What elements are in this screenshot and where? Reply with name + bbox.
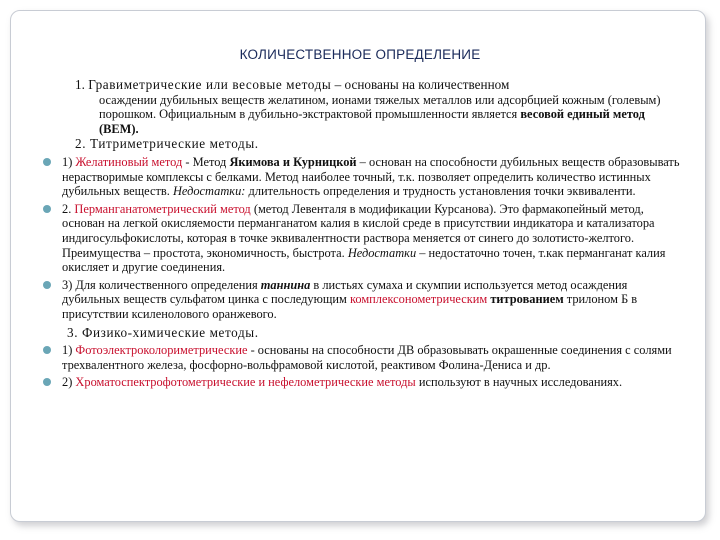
list-item-permanganate <box>62 202 684 275</box>
item-red-term: комплексонометрическим <box>349 292 488 307</box>
item-text: - Метод <box>182 154 230 169</box>
item-prefix: 1) <box>62 154 76 169</box>
section-3-title: 3. Физико-химические методы. <box>67 324 259 340</box>
item-bold-italic: таннина <box>260 277 311 292</box>
bullet-icon <box>43 205 51 213</box>
item-red-term: Хроматоспектрофотометрические и нефелометрические методы <box>75 375 416 390</box>
item-red-term: Желатиновый метод <box>75 154 183 169</box>
slide-title: КОЛИЧЕСТВЕННОЕ ОПРЕДЕЛЕНИЕ <box>239 47 481 62</box>
item-text: – основан на способности дубильных веществ образовывать нерастворимые комплексы с белками. Метод наиболее точный, т.к. позволяет определить количество истинных дубильных веществ. <box>62 154 680 199</box>
section-1-number: 1. <box>75 77 85 92</box>
section-gravimetric <box>62 78 684 136</box>
item-prefix: 2. <box>62 201 75 216</box>
section-1-text: – основаны на количественном <box>331 77 510 92</box>
section-2-title: 2. Титриметрические методы. <box>75 136 259 152</box>
section-1-body-text: осаждении дубильных веществ желатином, ионами тяжелых металлов или адсорбцией кожным (голевым) порошком. Официальным в дубильно-экстрактовой промышленности является <box>99 92 661 122</box>
item-text: длительность определения и трудность установления точки эквиваленти. <box>245 184 636 199</box>
section-1-body-bold: весовой единый метод (ВЕМ). <box>99 107 645 136</box>
item-text: в листьях сумаха и скумпии используется метод осаждения дубильных веществ сульфатом цинка с последующим <box>62 277 628 307</box>
item-prefix: 2) <box>62 375 76 390</box>
slide-content <box>62 78 684 390</box>
item-text: - основаны на способности ДВ образовывать окрашенные соединения с солями трехвалентного железа, фосфорно-вольфрамовой кислотой, реактивом Фолина-Дениса и др. <box>62 343 672 372</box>
bullet-icon <box>43 281 51 289</box>
item-bold: титрованием <box>487 292 564 307</box>
section-2-heading <box>62 137 684 152</box>
section-3-heading <box>62 326 684 341</box>
bullet-icon <box>43 158 51 166</box>
item-text: – недостаточно точен, т.как перманганат калия окисляет и другие соединения. <box>62 245 666 275</box>
list-item-chromatospectro <box>62 375 684 390</box>
section-1-title: Гравиметрические или весовые методы <box>88 77 332 92</box>
list-item-tannin <box>62 278 684 322</box>
item-bold: Якимова и Курницкой <box>229 154 357 169</box>
item-text: используют в научных исследованиях. <box>415 375 623 390</box>
item-prefix: 1) <box>62 343 76 358</box>
item-italic: Недостатки <box>347 245 417 260</box>
item-text: (метод Левенталя в модификации Курсанова). Это фармакопейный метод, основан на легкой окисляемости перманганатом калия в кислой среде в присутствии индикатора и катализатора индигосульфокислоты, которая в точке эквивалентности раствора меняется от синего до золотисто-желтого. Преимущества – простота, экономичность, быстрота. <box>62 201 655 260</box>
section-1-body <box>75 93 684 137</box>
list-item-gelatin <box>62 155 684 199</box>
item-red-term: Фотоэлектроколориметрические <box>75 343 248 358</box>
item-text: трилоном Б в присутствии ксиленолового оранжевого. <box>62 292 638 321</box>
item-text: Для количественного определения <box>75 277 261 292</box>
section-1-heading <box>75 78 684 93</box>
item-red-term: Перманганатометрический метод <box>74 201 251 216</box>
item-prefix: 3) <box>62 277 76 292</box>
list-item-photocolorimetric <box>62 343 684 372</box>
item-italic: Недостатки: <box>172 184 246 199</box>
